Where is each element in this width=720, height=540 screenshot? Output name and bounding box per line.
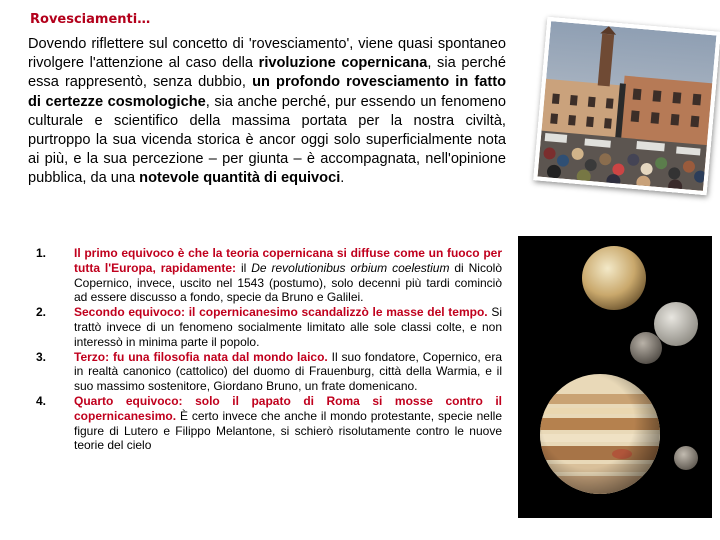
book-title: De revolutionibus orbium coelestium (251, 260, 450, 275)
list-item-text: di Nicolò Copernico, invece, uscito nel 1543 (postumo), solo decenni più tardi cominciò ad essere discusso a fondo, specie da Bruno e Galilei. (74, 260, 502, 305)
intro-text-3: , sia anche perché, pur essendo un fenomeno culturale e scientifico della massima portata per la nostra civiltà, purtroppo la sua vicenda storica è ancor oggi solo superficialmente nota ai più, e la sua percezione – per giunta – è accompagnata, nell'opinione pubblica, da una (28, 93, 506, 187)
list-item-heading: Quarto equivoco: solo il papato di Roma si mosse contro il copernicanesimo. (74, 393, 502, 423)
list-number: 2. (36, 305, 47, 320)
piazza-photo (533, 17, 720, 196)
list-item-heading: Il primo equivoco è che la teoria copernicana si diffuse come un fuoco per tutta l'Europa, rapidamente: (74, 246, 502, 275)
intro-paragraph (28, 35, 506, 189)
jupiter-moons-photo (518, 236, 712, 518)
list-item-text: È certo invece che anche il mondo protestante, specie nelle figure di Lutero e Filippo Melantone, si schierò risolutamente contro le nuove teorie del cielo (74, 408, 502, 453)
list-item (36, 350, 502, 394)
misconceptions-list (36, 246, 502, 453)
intro-text-1: Dovendo riflettere sul concetto di 'rovesciamento', viene quasi spontaneo rivolgere l'attenzione al caso della (28, 36, 506, 72)
intro-bold-1: rivoluzione copernicana (258, 55, 428, 72)
list-item-heading: Terzo: fu una filosofia nata dal mondo laico. (74, 349, 328, 364)
list-item-text: Si trattò invece di un fenomeno socialmente limitato alle sole classi colte, e non interessò in minima parte il popolo. (74, 305, 502, 349)
list-item-text: il (236, 260, 252, 275)
intro-text-2: , sia perché essa rappresentò, senza dubbio, (28, 55, 506, 91)
list-item (36, 305, 502, 349)
intro-bold-3: notevole quantità di equivoci (139, 170, 341, 187)
intro-text-4: . (340, 170, 345, 187)
list-number: 3. (36, 349, 47, 364)
list-item-heading: Secondo equivoco: il copernicanesimo scandalizzò le masse del tempo. (74, 305, 488, 320)
slide-title: Rovesciamenti… (30, 12, 151, 27)
intro-bold-2: un profondo rovesciamento in fatto di certezze cosmologiche (28, 74, 506, 110)
list-number: 4. (36, 393, 47, 408)
list-item-text: Il suo fondatore, Copernico, era in realtà canonico (cattolico) del duomo di Frauenburg, città della Warmia, e il suo massimo sostenitore, Giordano Bruno, un frate domenicano. (74, 349, 503, 394)
list-number: 1. (36, 246, 47, 260)
piazza-photo-frame (530, 10, 710, 188)
list-item (36, 246, 502, 305)
list-item (36, 394, 502, 453)
